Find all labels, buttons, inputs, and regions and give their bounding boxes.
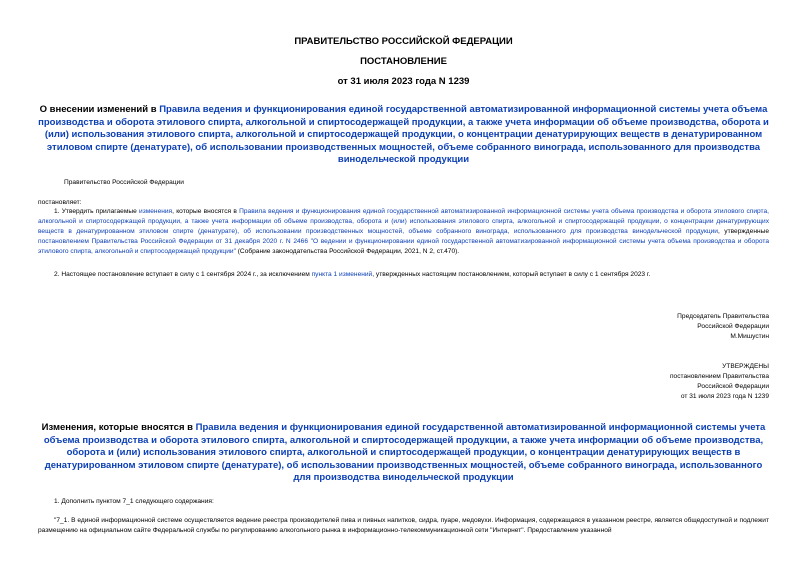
- document-date-number: от 31 июля 2023 года N 1239: [337, 76, 470, 87]
- p1-text-a: 1. Утвердить прилагаемые: [54, 208, 140, 215]
- changes-link[interactable]: изменения: [139, 208, 173, 215]
- title-prefix: О внесении изменений в: [39, 104, 160, 115]
- change-item-1: 1. Дополнить пунктом 7_1 следующего содержания:: [54, 498, 214, 505]
- postanovlyaet-line: постановляет:: [38, 199, 82, 206]
- document-type: ПОСТАНОВЛЕНИЕ: [360, 56, 447, 67]
- government-line: Правительство Российской Федерации: [64, 179, 184, 186]
- p1-text-c: , утвержденные: [717, 228, 770, 235]
- government-header: ПРАВИТЕЛЬСТВО РОССИЙСКОЙ ФЕДЕРАЦИИ: [294, 36, 513, 47]
- item1-changes-link[interactable]: пункта 1 изменений: [311, 271, 373, 278]
- change-quote: "7_1. В единой информационной системе осуществляется ведение реестра производителей пива и пивных напитков, сидра, пуаре, медовухи. Информация, содержащаяся в указанном реестре, является общедоступной и подлежит размещению на официальном сайте Федеральной службы по регулированию алкогольного рынка в информационно-телекоммуникационной сети "Интернет". Предоставление указанной: [38, 517, 769, 534]
- approved-line-4: от 31 июля 2023 года N 1239: [680, 393, 769, 400]
- signature-line-3: М.Мишустин: [730, 333, 769, 340]
- paragraph-1: [38, 207, 769, 257]
- p2-text-a: 2. Настоящее постановление вступает в силу с 1 сентября 2024 г., за исключением: [54, 271, 312, 278]
- approved-line-1: УТВЕРЖДЕНЫ: [722, 363, 769, 370]
- rules-link[interactable]: Правила ведения и функционирования единой государственной автоматизированной информационной системы учета объема производства и оборота этилового спирта, алкогольной и спиртосодержащей продукции, а также учета информации об объеме производства, оборота и (или) использования этилового спирта, алкогольной и спиртосодержащей продукции, о концентрации денатурирующих веществ в денатурированном этиловом спирте (денатурате), об использовании производственных мощностей, объеме собранного винограда, использованного для производства винодельческой продукции: [38, 104, 769, 166]
- signature-line-1: Председатель Правительства: [677, 313, 769, 320]
- signature-block: [677, 312, 769, 342]
- decree-2466-link[interactable]: постановлением Правительства Российской Федерации от 31 декабря 2020 г. N 2466 "О ведении и функционировании единой государственной автоматизированной информационной системы учета объема производства и оборота этилового спирта, алкогольной и спиртосодержащей продукции": [38, 238, 769, 255]
- p2-text-b: , утвержденных настоящим постановлением, который вступает в силу с 1 сентября 2023 г.: [372, 271, 651, 278]
- approved-line-2: постановлением Правительства: [669, 373, 769, 380]
- signature-line-2: Российской Федерации: [697, 323, 769, 330]
- paragraph-2: [54, 270, 650, 280]
- changes-title-prefix: Изменения, которые вносятся в: [41, 422, 196, 433]
- changes-title: [38, 422, 769, 485]
- p1-text-d: (Собрание законодательства Российской Федерации, 2021, N 2, ст.470).: [235, 248, 460, 255]
- rules-link-3[interactable]: Правила ведения и функционирования единой государственной автоматизированной информационной системы учета объема производства и оборота этилового спирта, алкогольной и спиртосодержащей продукции, а также учета информации об объеме производства, оборота и (или) использования этилового спирта, алкогольной и спиртосодержащей продукции, о концентрации денатурирующих веществ в денатурированном этиловом спирте (денатурате), об использовании производственных мощностей, объеме собранного винограда, использованного для производства винодельческой продукции: [43, 422, 766, 484]
- approved-line-3: Российской Федерации: [697, 383, 769, 390]
- p1-text-b: , которые вносятся в: [172, 208, 240, 215]
- rules-link-2[interactable]: Правила ведения и функционирования единой государственной автоматизированной информационной системы учета объема производства и оборота этилового спирта, алкогольной и спиртосодержащей продукции, а также учета информации об объеме производства, оборота и (или) использования этилового спирта, алкогольной и спиртосодержащей продукции, о концентрации денатурирующих веществ в денатурированном этиловом спирте (денатурате), об использовании производственных мощностей, объеме собранного винограда, использованного для производства винодельческой продукции: [38, 208, 769, 235]
- document-title: [38, 104, 769, 167]
- approved-block: [670, 362, 769, 402]
